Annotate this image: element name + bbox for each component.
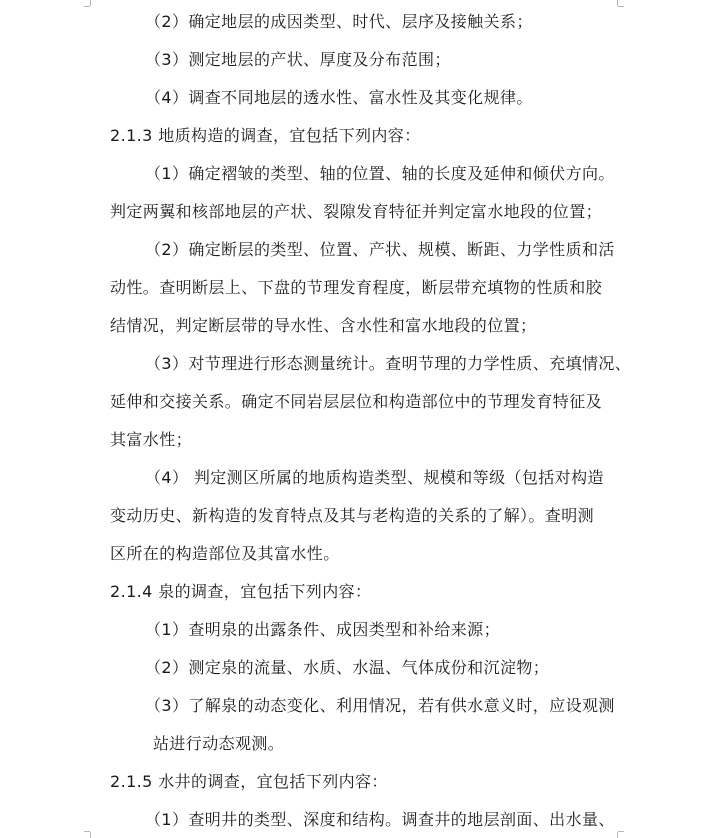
item-2-stratum-origin: （2）确定地层的成因类型、时代、层序及接触关系；	[145, 12, 533, 31]
spring-item-3-line-1: （3）了解泉的动态变化、利用情况，若有供水意义时，应设观测	[145, 696, 615, 715]
top-left-crop-mark-horizontal	[84, 6, 90, 7]
item-4-structure-line-1: （4） 判定测区所属的地质构造类型、规模和等级（包括对构造	[145, 468, 604, 487]
spring-item-1: （1）查明泉的出露条件、成因类型和补给来源；	[145, 620, 500, 639]
item-3-joint-line-1: （3）对节理进行形态测量统计。查明节理的力学性质、充填情况、	[145, 354, 632, 373]
item-3-stratum-attitude: （3）测定地层的产状、厚度及分布范围；	[145, 50, 451, 69]
section-2-1-4-heading: 2.1.4 泉的调查，宜包括下列内容：	[110, 582, 372, 601]
item-1-fold-line-2: 判定两翼和核部地层的产状、裂隙发育特征并判定富水地段的位置；	[110, 202, 603, 221]
item-4-stratum-permeability: （4）调查不同地层的透水性、富水性及其变化规律。	[145, 88, 533, 107]
well-item-1-line-1: （1）查明井的类型、深度和结构。调查井的地层剖面、出水量、	[145, 810, 615, 829]
bottom-right-crop-mark-horizontal	[618, 831, 624, 832]
item-2-fault-line-2: 动性。查明断层上、下盘的节理发育程度，断层带充填物的性质和胶	[110, 278, 603, 297]
spring-item-3-line-2: 站进行动态观测。	[153, 734, 285, 753]
item-2-fault-line-1: （2）确定断层的类型、位置、产状、规模、断距、力学性质和活	[145, 240, 615, 259]
spring-item-2: （2）测定泉的流量、水质、水温、气体成份和沉淀物；	[145, 658, 550, 677]
item-4-structure-line-2: 变动历史、新构造的发育特点及其与老构造的关系的了解）。查明测	[110, 506, 595, 525]
section-2-1-5-heading: 2.1.5 水井的调查，宜包括下列内容：	[110, 772, 388, 791]
item-4-structure-line-3: 区所在的构造部位及其富水性。	[110, 544, 340, 563]
bottom-left-crop-mark-horizontal	[84, 831, 90, 832]
section-2-1-3-heading: 2.1.3 地质构造的调查，宜包括下列内容：	[110, 126, 421, 145]
item-2-fault-line-3: 结情况，判定断层带的导水性、含水性和富水地段的位置；	[110, 316, 537, 335]
item-1-fold-line-1: （1）确定褶皱的类型、轴的位置、轴的长度及延伸和倾伏方向。	[145, 164, 615, 183]
top-left-crop-mark	[90, 0, 91, 6]
bottom-right-crop-mark	[617, 832, 618, 838]
item-3-joint-line-3: 其富水性；	[110, 430, 193, 449]
top-right-crop-mark-horizontal	[618, 6, 624, 7]
item-3-joint-line-2: 延伸和交接关系。确定不同岩层层位和构造部位中的节理发育特征及	[110, 392, 603, 411]
bottom-left-crop-mark	[90, 832, 91, 838]
